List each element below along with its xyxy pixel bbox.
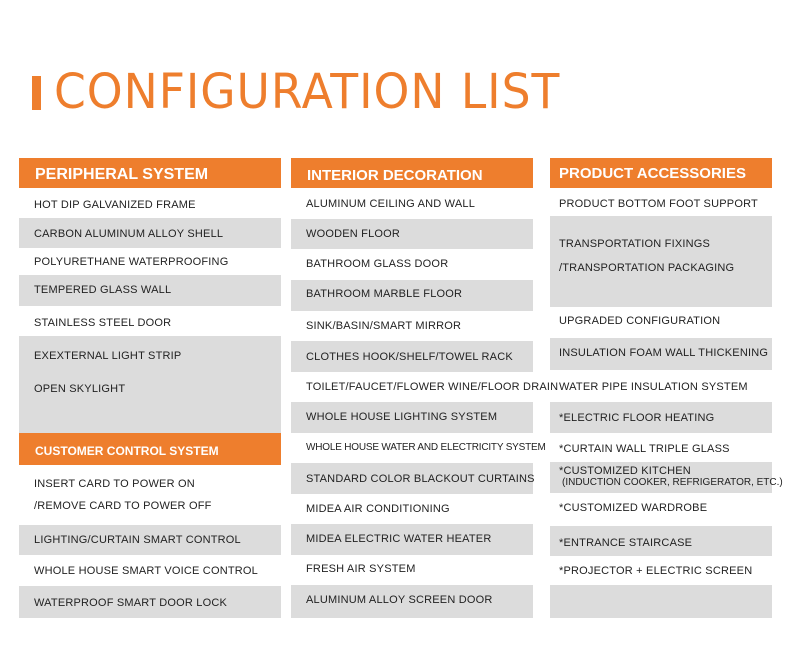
product-accessories-header [550,158,772,188]
peripheral-system-column [19,158,281,620]
page-title: CONFIGURATION LIST [54,64,561,120]
list-item: *CURTAIN WALL TRIPLE GLASS [559,443,730,455]
list-item: CLOTHES HOOK/SHELF/TOWEL RACK [291,341,533,372]
list-item: WHOLE HOUSE WATER AND ELECTRICITY SYSTEM [306,442,546,453]
list-item: LIGHTING/CURTAIN SMART CONTROL [19,525,281,555]
list-item: *ENTRANCE STAIRCASE [550,526,772,556]
title-accent-bar [32,76,41,110]
list-item: STANDARD COLOR BLACKOUT CURTAINS [291,463,533,494]
peripheral-system-header [19,158,281,188]
list-item: TRANSPORTATION FIXINGS /TRANSPORTATION PACKAGING [550,216,772,307]
list-item: TOILET/FAUCET/FLOWER WINE/FLOOR DRAIN [306,381,559,393]
list-item: HOT DIP GALVANIZED FRAME [34,199,196,211]
list-item: CARBON ALUMINUM ALLOY SHELL [19,218,281,248]
customer-control-header-label: CUSTOMER CONTROL SYSTEM [35,444,219,458]
list-item: WATER PIPE INSULATION SYSTEM [559,381,748,393]
list-item: STAINLESS STEEL DOOR [34,317,172,329]
interior-decoration-column [291,158,559,620]
list-item: BATHROOM GLASS DOOR [306,258,449,270]
list-item: WHOLE HOUSE SMART VOICE CONTROL [34,565,258,577]
list-item: WHOLE HOUSE LIGHTING SYSTEM [291,402,533,433]
list-item: *CUSTOMIZED WARDROBE [559,502,708,514]
list-item: MIDEA AIR CONDITIONING [306,503,450,515]
list-item: INSERT CARD TO POWER ON /REMOVE CARD TO POWER OFF [34,478,212,512]
list-item: INSULATION FOAM WALL THICKENING [550,338,772,370]
list-item: *ELECTRIC FLOOR HEATING [550,402,772,433]
list-item: *CUSTOMIZED KITCHEN (INDUCTION COOKER, REFRIGERATOR, ETC.) [550,462,772,493]
product-accessories-header-label: PRODUCT ACCESSORIES [559,165,746,182]
list-item: POLYURETHANE WATERPROOFING [34,256,229,268]
list-item: UPGRADED CONFIGURATION [559,315,721,327]
peripheral-system-header-label: PERIPHERAL SYSTEM [35,166,209,183]
list-item: ALUMINUM CEILING AND WALL [306,198,476,210]
list-item: PRODUCT BOTTOM FOOT SUPPORT [559,198,758,210]
list-item-empty [550,585,772,618]
customer-control-header [19,433,281,465]
list-item: WATERPROOF SMART DOOR LOCK [19,586,281,618]
interior-decoration-header [291,158,533,188]
list-item: MIDEA ELECTRIC WATER HEATER [291,524,533,555]
list-item: TEMPERED GLASS WALL [19,275,281,306]
list-item: SINK/BASIN/SMART MIRROR [306,320,462,332]
list-item: ALUMINUM ALLOY SCREEN DOOR [291,585,533,618]
list-item: BATHROOM MARBLE FLOOR [291,280,533,311]
product-accessories-column [550,158,783,620]
interior-decoration-header-label: INTERIOR DECORATION [307,167,483,184]
list-item: FRESH AIR SYSTEM [306,563,416,575]
list-item: EXEXTERNAL LIGHT STRIP OPEN SKYLIGHT [19,336,281,433]
list-item: WOODEN FLOOR [291,219,533,249]
list-item: *PROJECTOR + ELECTRIC SCREEN [559,565,753,577]
